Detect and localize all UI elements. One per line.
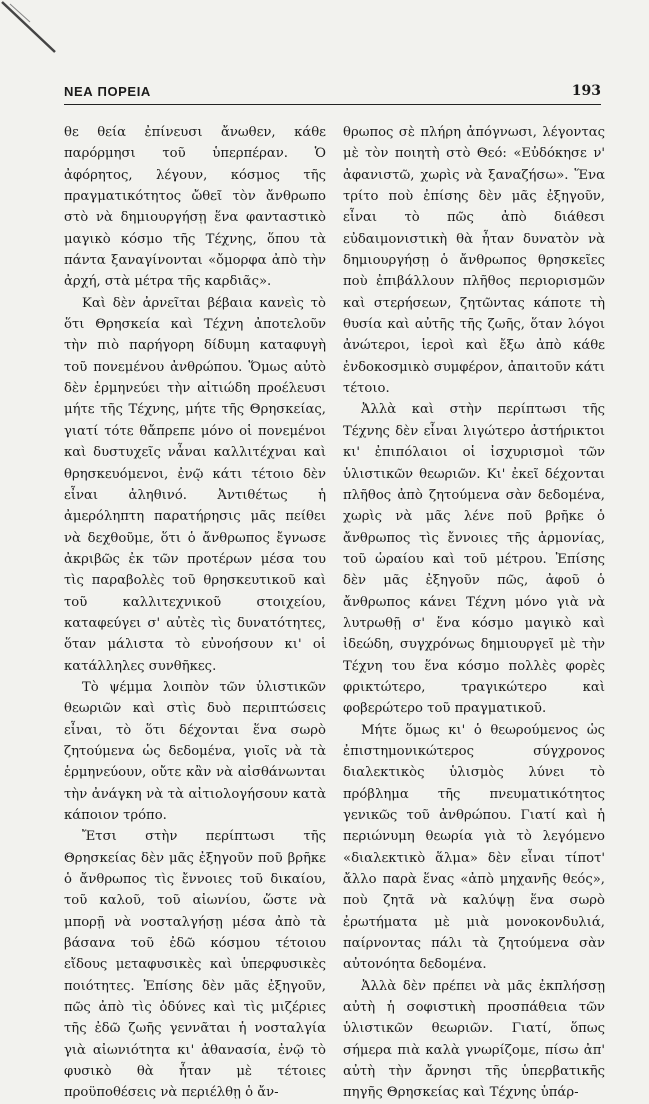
paragraph: Μήτε ὅμως κι' ὁ θεωρούμενος ὡς ἐπιστημονικώτερος σύγχρονος διαλεκτικὸς ὑλισμὸς λύνει τὸ πρόβλημα τῆς πνευματικότητος γενικῶς τοῦ ἀνθρώπου. Γιατί καὶ ἡ περιώνυμη θεωρία γιὰ τὸ λεγόμενο «διαλεκτικὸ ἅλμα» δὲν εἶναι τίποτ' ἄλλο παρὰ ἕνας «ἀπὸ μηχανῆς θεός», ποὺ ζητᾶ νὰ καλύψῃ ἕνα σωρὸ ἐρωτήματα μὲ μιὰ μονοκονδυλιά, παίρνοντας πάλι τὰ ζητούμενα σὰν αὐτονόητα δεδομένα. <box>343 722 605 973</box>
paragraph: Καὶ δὲν ἀρνεῖται βέβαια κανεὶς τὸ ὅτι Θρησκεία καὶ Τέχνη ἀποτελοῦν τὴν πιὸ παρήγορη δίδυμη καταφυγὴ τοῦ πονεμένου ἀνθρώπου. Ὅμως αὐτὸ δὲν ἑρμηνεύει τὴν αἰτιώδη προέλευσι μήτε τῆς Τέχνης, μήτε τῆς Θρησκείας, γιατί τότε θἄπρεπε μόνο οἱ πονεμένοι καὶ δυστυχεῖς νἆναι καλλιτέχναι καὶ θρησκευόμενοι, ἐνῷ κάτι τέτοιο δὲν εἶναι ἀληθινό. Ἀντιθέτως ἡ ἀμερόληπτη παρατήρησις μᾶς πείθει νὰ δεχθοῦμε, ὅτι ὁ ἄνθρωπος ἔγνωσε ἀκριβῶς ἐκ τῶν προτέρων μέσα του τὶς παραβολὲς τοῦ θρησκευτικοῦ καὶ τοῦ καλλιτεχνικοῦ στοιχείου, καταφεύγει σ' αὐτὲς τὶς δυνατότητες, ὅταν μάλιστα τὸ εὐνοήσουν κι' οἱ κατάλληλες συνθῆκες. <box>64 295 326 674</box>
journal-title: ΝΕΑ ΠΟΡΕΙΑ <box>64 84 151 99</box>
paragraph: θρωπος σὲ πλήρη ἀπόγνωσι, λέγοντας μὲ τὸν ποιητὴ στὸ Θεό: «Εὐδόκησε ν' ἀφανιστῶ, χωρὶς νὰ ξαναζήσω». Ἕνα τρίτο ποὺ ἐπίσης δὲν μᾶς ἐξηγοῦν, εἶναι τὸ πῶς ἀπὸ διάθεσι εὐδαιμονιστικὴ θὰ ἦταν δυνατὸν νὰ δημιουργήσῃ ὁ ἄνθρωπος θρησκεῖες ποὺ ἐπιβάλλουν πλῆθος περιορισμῶν καὶ στερήσεων, ζητῶντας κάποτε τὴ θυσία καὶ αὐτῆς τῆς ζωῆς, ὅταν λόγοι ἀνώτεροι, ἱεροὶ καὶ ἔξω ἀπὸ κάθε ἐνδοκοσμικὸ συμφέρον, ἀπαιτοῦν κάτι τέτοιο. <box>343 125 605 397</box>
paragraph: Ἔτσι στὴν περίπτωσι τῆς Θρησκείας δὲν μᾶς ἐξηγοῦν ποῦ βρῆκε ὁ ἄνθρωπος τὶς ἔννοιες τοῦ δικαίου, τοῦ καλοῦ, τοῦ αἰωνίου, ὥστε νὰ μπορῇ νὰ νοσταλγήσῃ μέσα ἀπὸ τὰ βάσανα τοῦ ἐδῶ κόσμου τέτοιου εἴδους μεταφυσικὲς καὶ ὑπερφυσικὲς ποιότητες. Ἐπίσης δὲν μᾶς ἐξηγοῦν, πῶς ἀπὸ τὶς ὀδύνες καὶ τὶς μιζέριες τῆς ἐδῶ ζωῆς γεννᾶται ἡ νοσταλγία γιὰ αἰωνιότητα κι' ἀθανασία, ἐνῷ τὸ φυσικὸ θὰ ἦταν μὲ τέτοιες προϋποθέσεις νὰ περιέλθῃ ὁ ἄν- <box>64 829 326 1101</box>
paragraph: Ἀλλὰ καὶ στὴν περίπτωσι τῆς Τέχνης δὲν εἶναι λιγώτερο ἀστήρικτοι κι' ἐπιπόλαιοι οἱ ἰσχυρισμοὶ τῶν ὑλιστικῶν θεωριῶν. Κι' ἐκεῖ δέχονται πλῆθος ἀπὸ ζητούμενα σὰν δεδομένα, χωρὶς νὰ μᾶς λένε ποῦ βρῆκε ὁ ἄνθρωπος τὶς ἔννοιες τῆς ἁρμονίας, τοῦ ὡραίου καὶ τοῦ μέτρου. Ἐπίσης δὲν μᾶς ἐξηγοῦν πῶς, ἀφοῦ ὁ ἄνθρωπος κάνει Τέχνη μόνο γιὰ νὰ λυτρωθῇ σ' ἕνα κόσμο μαγικὸ καὶ ἰδεώδη, συγχρόνως δημιουργεῖ μὲ τὴν Τέχνη του ἕνα κόσμο πολλὲς φορὲς φρικτώτερο, τραγικώτερο καὶ φοβερώτερο τοῦ πραγματικοῦ. <box>343 402 605 717</box>
scan-corner-mark <box>0 0 70 70</box>
paragraph: Τὸ ψέμμα λοιπὸν τῶν ὑλιστικῶν θεωριῶν καὶ στὶς δυὸ περιπτώσεις εἶναι, τὸ ὅτι δέχονται ἕνα σωρὸ ζητούμενα ὡς δεδομένα, γιοῖς νὰ τὰ ἑρμηνεύουν, οὔτε κἂν νὰ αἰσθάνωνται τὴν ἀνάγκη νὰ τὰ αἰτιολογήσουν κατὰ κάποιον τρόπο. <box>64 679 326 823</box>
running-header <box>64 78 601 105</box>
paragraph: Ἀλλὰ δὲν πρέπει νὰ μᾶς ἐκπλήσσῃ αὐτὴ ἡ σοφιστικὴ προσπάθεια τῶν ὑλιστικῶν θεωριῶν. Γιατί, ὅπως σήμερα πιὰ καλὰ γνωρίζομε, πίσω ἀπ' αὐτὴ τὴν ἄρνησι τῆς ὑπερβατικῆς πηγῆς Θρησκείας καὶ Τέχνης ὑπάρ- <box>343 978 605 1101</box>
right-column <box>343 122 605 1104</box>
left-column <box>64 122 326 1104</box>
paragraph: θε θεία ἐπίνευσι ἄνωθεν, κάθε παρόρμησι τοῦ ὑπερπέραν. Ὁ ἀφόρητος, λέγουν, κόσμος τῆς πραγματικότητος ὤθεῖ τὸν ἄνθρωπο στὸ νὰ δημιουργήσῃ ἕνα φανταστικὸ μαγικὸ κόσμο τῆς Τέχνης, ὅπου τὰ πάντα ξαναγίνονται «ὄμορφα ἀπὸ τὴν ἀρχή, στὰ μέτρα τῆς καρδιᾶς». <box>64 125 326 290</box>
page-number: 193 <box>571 83 601 99</box>
